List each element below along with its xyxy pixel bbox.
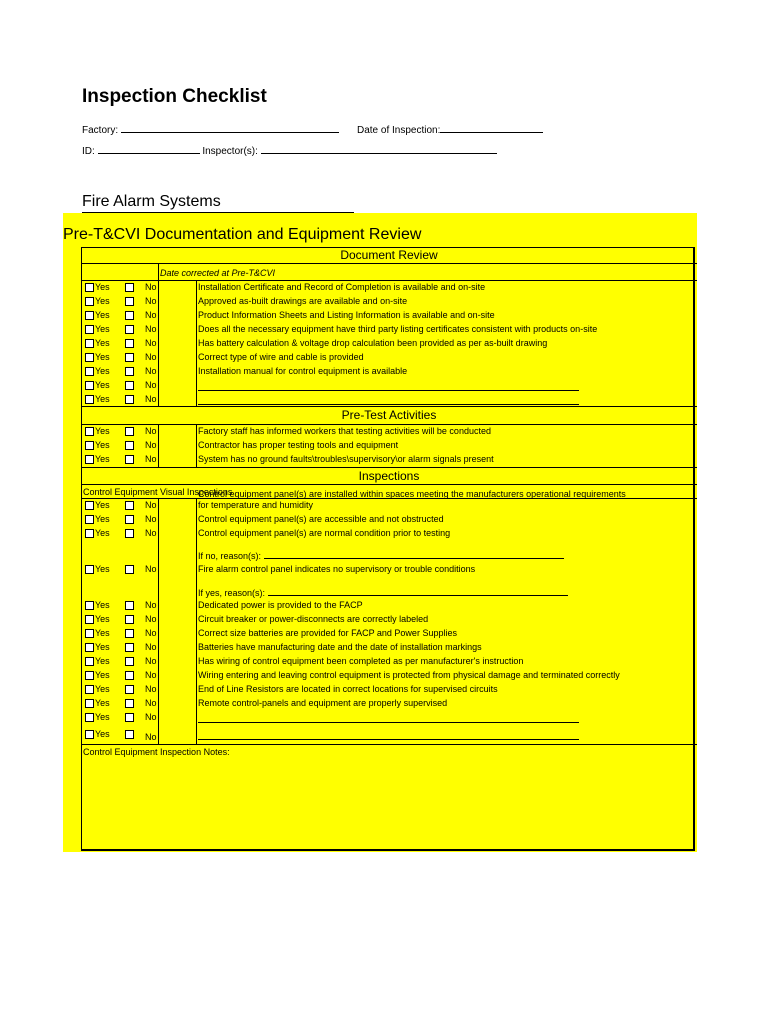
yes-checkbox[interactable] <box>85 615 94 624</box>
yes-checkbox[interactable] <box>85 283 94 292</box>
no-label: No <box>145 440 157 450</box>
divider <box>81 467 697 468</box>
item-text: for temperature and humidity <box>198 500 314 510</box>
item-text: End of Line Resistors are located in correct locations for supervised circuits <box>198 684 498 694</box>
yes-label: Yes <box>95 454 110 464</box>
item-text: Correct size batteries are provided for FACP and Power Supplies <box>198 628 457 638</box>
no-label: No <box>145 338 157 348</box>
yes-checkbox[interactable] <box>85 353 94 362</box>
checklist-row <box>82 439 694 453</box>
yes-checkbox[interactable] <box>85 529 94 538</box>
no-checkbox[interactable] <box>125 297 134 306</box>
blank-entry-line[interactable] <box>198 722 579 723</box>
item-text: Control equipment panel(s) are accessible and not obstructed <box>198 514 444 524</box>
item-text: Batteries have manufacturing date and the date of installation markings <box>198 642 482 652</box>
no-checkbox[interactable] <box>125 730 134 739</box>
item-text: Installation manual for control equipment is available <box>198 366 408 376</box>
no-checkbox[interactable] <box>125 395 134 404</box>
yes-checkbox[interactable] <box>85 297 94 306</box>
no-label: No <box>145 684 157 694</box>
yes-label: Yes <box>95 310 110 320</box>
no-label: No <box>145 528 157 538</box>
no-label: No <box>145 564 157 574</box>
factory-label: Factory: <box>82 125 119 136</box>
document-review-title: Document Review <box>340 248 438 262</box>
item-text: Circuit breaker or power-disconnects are correctly labeled <box>198 614 429 624</box>
no-label: No <box>145 670 157 680</box>
no-label: No <box>145 426 157 436</box>
inspectors-label: Inspector(s): <box>202 146 258 157</box>
no-checkbox[interactable] <box>125 699 134 708</box>
factory-row <box>82 122 339 136</box>
factory-field[interactable] <box>121 122 339 133</box>
checklist-row <box>82 669 694 683</box>
yes-label: Yes <box>95 440 110 450</box>
yes-label: Yes <box>95 366 110 376</box>
yes-label: Yes <box>95 324 110 334</box>
yes-label: Yes <box>95 500 110 510</box>
no-checkbox[interactable] <box>125 441 134 450</box>
no-checkbox[interactable] <box>125 325 134 334</box>
item-text: Control equipment panel(s) are installed within spaces meeting the manufacturers operational requirements <box>198 489 626 499</box>
no-checkbox[interactable] <box>125 529 134 538</box>
yes-checkbox[interactable] <box>85 643 94 652</box>
no-checkbox[interactable] <box>125 643 134 652</box>
checklist-row <box>82 627 694 641</box>
yes-checkbox[interactable] <box>85 381 94 390</box>
if-no-reason-field[interactable] <box>264 550 564 559</box>
yes-label: Yes <box>95 614 110 624</box>
checklist-row <box>82 599 694 613</box>
checklist-row <box>82 365 694 379</box>
item-text: Product Information Sheets and Listing Information is available and on-site <box>198 310 495 320</box>
no-label: No <box>145 500 157 510</box>
yes-label: Yes <box>95 528 110 538</box>
date-row <box>357 122 543 136</box>
yes-label: Yes <box>95 380 110 390</box>
yes-label: Yes <box>95 394 110 404</box>
no-checkbox[interactable] <box>125 615 134 624</box>
checklist-row <box>82 641 694 655</box>
checklist-row <box>82 499 694 513</box>
no-checkbox[interactable] <box>125 629 134 638</box>
inspections-title: Inspections <box>358 469 420 483</box>
no-label: No <box>145 698 157 708</box>
id-field[interactable] <box>98 143 200 154</box>
no-checkbox[interactable] <box>125 515 134 524</box>
item-text: Factory staff has informed workers that testing activities will be conducted <box>198 426 491 436</box>
no-checkbox[interactable] <box>125 367 134 376</box>
checklist-row <box>82 655 694 669</box>
pre-test-title: Pre-Test Activities <box>341 408 437 422</box>
yes-checkbox[interactable] <box>85 427 94 436</box>
yes-label: Yes <box>95 514 110 524</box>
checklist-row <box>82 337 694 351</box>
checklist-row <box>82 453 694 467</box>
if-no-reason <box>198 550 564 561</box>
no-label: No <box>145 732 157 742</box>
page-title: Inspection Checklist <box>82 86 267 107</box>
yes-checkbox[interactable] <box>85 455 94 464</box>
no-checkbox[interactable] <box>125 381 134 390</box>
yes-checkbox[interactable] <box>85 657 94 666</box>
no-label: No <box>145 600 157 610</box>
checklist-row <box>82 281 694 295</box>
yes-checkbox[interactable] <box>85 339 94 348</box>
checklist-row <box>82 351 694 365</box>
yes-checkbox[interactable] <box>85 367 94 376</box>
item-text: Installation Certificate and Record of Completion is available and on-site <box>198 282 486 292</box>
no-label: No <box>145 712 157 722</box>
yes-checkbox[interactable] <box>85 671 94 680</box>
checklist-row-blank <box>82 393 694 407</box>
no-label: No <box>145 642 157 652</box>
item-text: Correct type of wire and cable is provided <box>198 352 364 362</box>
if-no-label: If no, reason(s): <box>198 551 262 561</box>
yes-checkbox[interactable] <box>85 441 94 450</box>
yes-label: Yes <box>95 282 110 292</box>
yes-label: Yes <box>95 564 110 574</box>
yes-checkbox[interactable] <box>85 629 94 638</box>
item-text: Has battery calculation & voltage drop calculation been provided as per as-built drawing <box>198 338 548 348</box>
checklist-row <box>82 295 694 309</box>
no-checkbox[interactable] <box>125 501 134 510</box>
checklist-row <box>82 527 694 541</box>
item-text: Control equipment panel(s) are normal condition prior to testing <box>198 528 451 538</box>
no-label: No <box>145 310 157 320</box>
divider <box>81 484 697 485</box>
yes-label: Yes <box>95 628 110 638</box>
notes-area[interactable] <box>82 760 694 848</box>
checklist-row <box>82 683 694 697</box>
checklist-row <box>82 309 694 323</box>
yes-label: Yes <box>95 712 110 722</box>
checklist-row <box>82 513 694 527</box>
blank-entry-line[interactable] <box>198 390 579 391</box>
blank-entry-line[interactable] <box>198 404 579 405</box>
no-checkbox[interactable] <box>125 283 134 292</box>
item-text: Fire alarm control panel indicates no supervisory or trouble conditions <box>198 564 476 574</box>
no-checkbox[interactable] <box>125 713 134 722</box>
item-text: Approved as-built drawings are available and on-site <box>198 296 408 306</box>
no-checkbox[interactable] <box>125 601 134 610</box>
checklist-row-blank <box>82 379 694 393</box>
yes-checkbox[interactable] <box>85 311 94 320</box>
checklist-row-blank <box>82 728 694 742</box>
divider <box>81 744 697 745</box>
yes-label: Yes <box>95 426 110 436</box>
yes-checkbox[interactable] <box>85 515 94 524</box>
yes-label: Yes <box>95 698 110 708</box>
item-text: Dedicated power is provided to the FACP <box>198 600 363 610</box>
yes-label: Yes <box>95 296 110 306</box>
notes-label: Control Equipment Inspection Notes: <box>83 747 230 757</box>
no-label: No <box>145 380 157 390</box>
if-yes-reason <box>198 587 568 598</box>
no-label: No <box>145 296 157 306</box>
date-field[interactable] <box>440 122 543 133</box>
yes-label: Yes <box>95 352 110 362</box>
item-text: Remote control-panels and equipment are properly supervised <box>198 698 448 708</box>
id-label: ID: <box>82 146 95 157</box>
if-yes-label: If yes, reason(s): <box>198 588 266 598</box>
no-checkbox[interactable] <box>125 353 134 362</box>
checklist-row-blank <box>82 711 694 725</box>
no-checkbox[interactable] <box>125 657 134 666</box>
yes-checkbox[interactable] <box>85 730 94 739</box>
inspectors-field[interactable] <box>261 143 497 154</box>
no-checkbox[interactable] <box>125 311 134 320</box>
yes-label: Yes <box>95 600 110 610</box>
section-title: Pre-T&CVI Documentation and Equipment Review <box>63 226 422 243</box>
no-label: No <box>145 628 157 638</box>
no-label: No <box>145 282 157 292</box>
date-corrected-label: Date corrected at Pre-T&CVI <box>160 268 276 278</box>
blank-entry-line[interactable] <box>198 739 579 740</box>
yes-checkbox[interactable] <box>85 395 94 404</box>
no-label: No <box>145 366 157 376</box>
yes-label: Yes <box>95 729 110 739</box>
yes-checkbox[interactable] <box>85 565 94 574</box>
no-label: No <box>145 352 157 362</box>
yes-label: Yes <box>95 642 110 652</box>
yes-label: Yes <box>95 670 110 680</box>
no-label: No <box>145 656 157 666</box>
no-checkbox[interactable] <box>125 685 134 694</box>
id-row <box>82 143 497 157</box>
item-text: Does all the necessary equipment have third party listing certificates consistent with products on-site <box>198 324 598 334</box>
if-yes-reason-field[interactable] <box>268 587 568 596</box>
no-label: No <box>145 514 157 524</box>
yes-checkbox[interactable] <box>85 601 94 610</box>
no-checkbox[interactable] <box>125 427 134 436</box>
checklist-row <box>82 613 694 627</box>
yes-checkbox[interactable] <box>85 699 94 708</box>
no-checkbox[interactable] <box>125 455 134 464</box>
checklist-row <box>82 425 694 439</box>
no-checkbox[interactable] <box>125 671 134 680</box>
inspections-sub-label: Control Equipment Visual Inspections <box>83 487 233 497</box>
divider <box>81 263 697 264</box>
yes-label: Yes <box>95 338 110 348</box>
no-label: No <box>145 454 157 464</box>
yes-label: Yes <box>95 656 110 666</box>
no-checkbox[interactable] <box>125 339 134 348</box>
checklist-row <box>82 323 694 337</box>
checklist-row <box>82 563 694 577</box>
system-title: Fire Alarm Systems <box>82 193 221 210</box>
item-text: Contractor has proper testing tools and equipment <box>198 440 399 450</box>
item-text: Wiring entering and leaving control equipment is protected from physical damage and terminated correctly <box>198 670 620 680</box>
yes-checkbox[interactable] <box>85 325 94 334</box>
checklist-row <box>82 697 694 711</box>
no-label: No <box>145 324 157 334</box>
yes-checkbox[interactable] <box>85 685 94 694</box>
no-label: No <box>145 614 157 624</box>
yes-checkbox[interactable] <box>85 713 94 722</box>
item-text: Has wiring of control equipment been completed as per manufacturer's instruction <box>198 656 524 666</box>
no-label: No <box>145 394 157 404</box>
date-label: Date of Inspection: <box>357 125 441 136</box>
no-checkbox[interactable] <box>125 565 134 574</box>
yes-label: Yes <box>95 684 110 694</box>
yes-checkbox[interactable] <box>85 501 94 510</box>
item-text: System has no ground faults\troubles\supervisory\or alarm signals present <box>198 454 494 464</box>
